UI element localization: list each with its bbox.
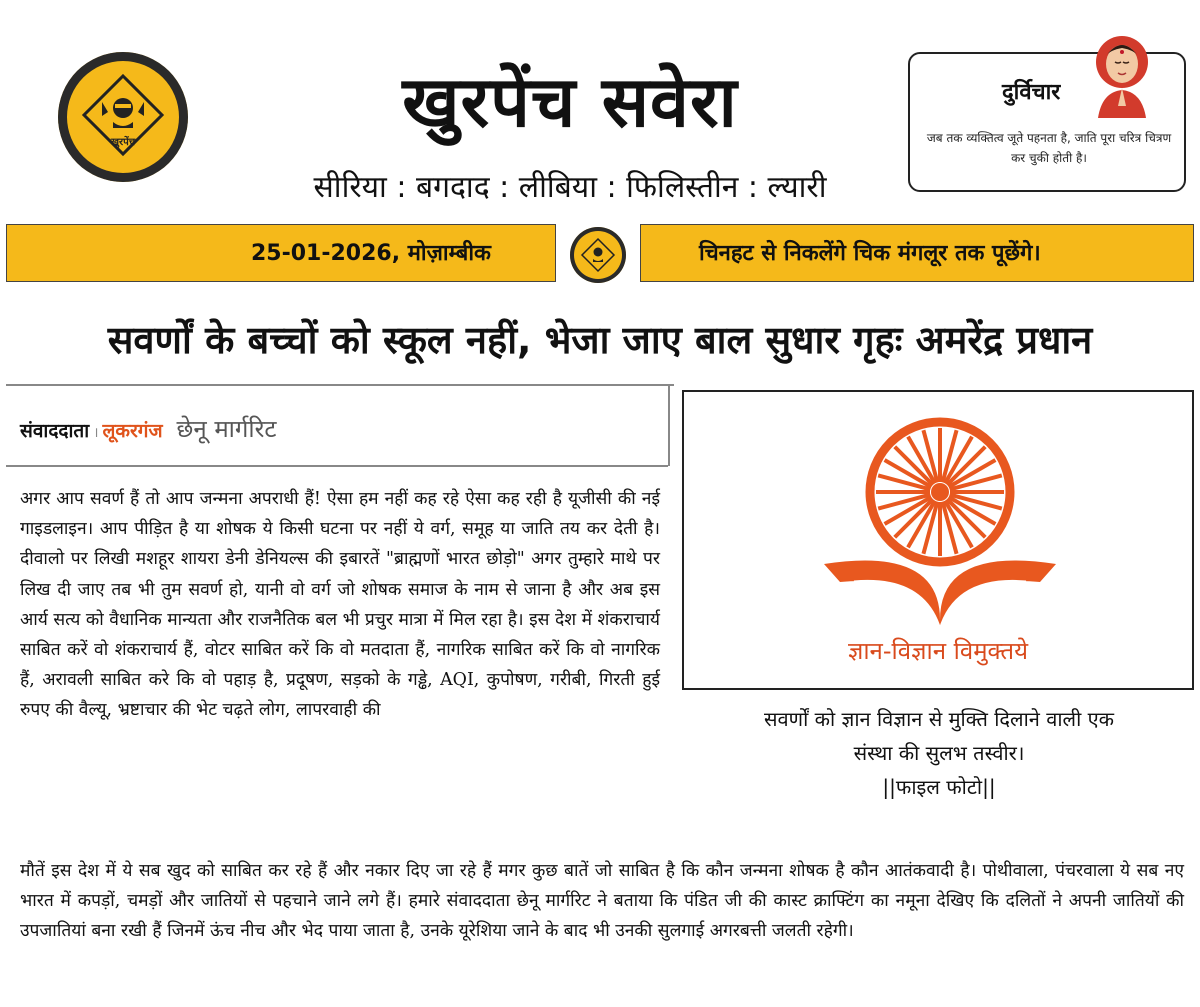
divider bbox=[6, 384, 674, 386]
article-body-full bbox=[20, 856, 1184, 947]
byline bbox=[20, 412, 277, 452]
article-photo bbox=[682, 390, 1194, 690]
date-banner bbox=[6, 224, 556, 282]
article-paragraph: मौतें इस देश में ये सब खुद को साबित कर रहे हैं और नकार दिए जा रहे हैं मगर कुछ बातें जो साबित है कि कौन जन्मना शोषक है कौन आतंकवादी है। पोथीवाला, पंचरवाला ये सब नए भारत में कपड़ों, चमड़ों और जातियों से पहचाने जाने लगे हैं। हमारे संवाददाता छेनू मार्गरिट ने बताया कि पंडित जी की कास्ट क्राफ्टिंग का नमूना देखिए कि दलितों ने अपनी जातियों की उपजातियां बना रखी हैं जिनमें ऊंच नीच और भेद पाया जाता है, उनके यूरेशिया जाने के बाद भी उनकी सुलगाई अगरबत्ती जलती रहेगी। bbox=[20, 861, 1184, 942]
photo-caption bbox=[684, 702, 1194, 804]
kharpench-logo-icon bbox=[58, 52, 188, 182]
emblem-motto: ज्ञान-विज्ञान विमुक्तये bbox=[847, 637, 1029, 665]
byline-reporter: छेनू मार्गरिट bbox=[176, 415, 277, 443]
date-place: 25-01-2026, मोज़ाम्बीक bbox=[251, 241, 491, 266]
newspaper-tagline: सीरिया : बगदाद : लीबिया : फिलिस्तीन : ल्यारी bbox=[313, 170, 827, 205]
article-body-column bbox=[20, 484, 660, 726]
caption-line: ||फाइल फोटो|| bbox=[882, 775, 996, 799]
newspaper-title: खुरपेंच सवेरा bbox=[402, 61, 738, 143]
article-headline: सवर्णों के बच्चों को स्कूल नहीं, भेजा जाए बाल सुधार गृहः अमरेंद्र प्रधान bbox=[107, 318, 1093, 362]
byline-label: संवाददाता bbox=[20, 420, 90, 442]
slogan: चिनहट से निकलेंगे चिक मंगलूर तक पूछेंगे। bbox=[699, 241, 1041, 266]
byline-separator: । bbox=[93, 425, 99, 441]
caption-line: सवर्णों को ज्ञान विज्ञान से मुक्ति दिलाने वाली एक bbox=[763, 707, 1115, 731]
divider bbox=[6, 465, 668, 467]
banner-logo bbox=[570, 227, 626, 283]
newspaper-logo bbox=[58, 52, 188, 182]
divider bbox=[668, 386, 670, 466]
logo-label: खुरपेंच bbox=[110, 137, 136, 148]
kharpench-mini-logo-icon bbox=[570, 227, 626, 283]
durvichar-title: दुर्विचार bbox=[1002, 80, 1061, 105]
slogan-banner bbox=[640, 224, 1194, 282]
byline-location: लूकरगंज bbox=[102, 420, 163, 442]
caption-line: संस्था की सुलभ तस्वीर। bbox=[853, 741, 1025, 765]
article-paragraph: अगर आप सवर्ण हैं तो आप जन्मना अपराधी हैं! ऐसा हम नहीं कह रहे ऐसा कह रही है यूजीसी की नई गाइडलाइन। आप पीड़ित है या शोषक ये किसी घटना पर नहीं ये वर्ग, समूह या जाति तय कर देती है। दीवालो पर लिखी मशहूर शायरा डेनी डेनियल्स की इबारतें "ब्राह्मणों भारत छोड़ो" अगर तुम्हारे माथे पर लिख दी जाए तब भी तुम सवर्ण हो, यानी वो वर्ग जो शोषक समाज के नाम से जाना है और अब इस आर्य सत्य को वैधानिक मान्यता और राजनैतिक बल भी प्रचुर मात्रा में मिल रहा है। इस देश में शंकराचार्य साबित करें वो शंकराचार्य हैं, वोटर साबित करें कि वो मतदाता हैं, नागरिक साबित करें कि वो नागरिक हैं, अरावली साबित करे कि वो पहाड़ है, प्रदूषण, सड़को के गड्ढे, AQI, कुपोषण, गरीबी, गिरती हुई रुपए की वैल्यू, भ्रष्टाचार की भेट चढ़ते लोग, लापरवाही की bbox=[20, 489, 660, 721]
namaste-woman-icon bbox=[1088, 28, 1156, 118]
durvichar-quote: जब तक व्यक्तित्व जूते पहनता है, जाति पूरा चरित्र चित्रण कर चुकी होती है। bbox=[926, 131, 1172, 165]
